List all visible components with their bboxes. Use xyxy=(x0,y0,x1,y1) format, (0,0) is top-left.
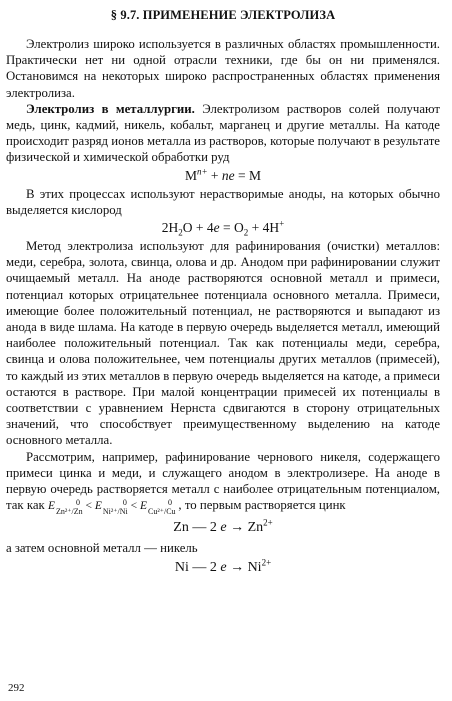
metallurgy-lead: Электролиз в металлургии. xyxy=(26,101,195,116)
f2-part: 2H xyxy=(161,220,179,236)
potential-symbol: E xyxy=(94,500,102,513)
pot-couple: Ni²⁺/Ni xyxy=(102,506,128,516)
f2-part: = O xyxy=(219,220,244,236)
potential-symbol: E xyxy=(140,500,148,513)
formula-metal-reduction xyxy=(6,167,440,185)
pot-couple: Cu²⁺/Cu xyxy=(148,506,176,516)
paragraph-nickel-next: а затем основной металл — никель xyxy=(6,540,198,555)
f2-part: O + 4 xyxy=(182,220,214,236)
f1-electrons: ne xyxy=(221,167,235,183)
page-number: 292 xyxy=(8,682,25,694)
f2-sub: 2 xyxy=(178,227,183,238)
pot-zero: 0 xyxy=(76,497,80,507)
f4-part: Ni — 2 xyxy=(174,559,221,575)
metallurgy-text: Электролизом растворов солей получают медь, цинк, кадмий, никель, кобальт, марганец и другие металлы. На катоде происходит разряд ионов металла из растворов, которые получают в результате физической и химической обработки руд xyxy=(6,101,440,165)
f3-part: → Zn xyxy=(226,519,264,535)
paragraph-nickel xyxy=(6,449,440,516)
pot-zero: 0 xyxy=(168,497,173,507)
f2-part: + 4H xyxy=(248,220,280,236)
potential-series xyxy=(47,497,178,516)
potential-zn xyxy=(56,498,83,516)
f3-electron: e xyxy=(220,519,227,535)
potential-ni xyxy=(103,498,128,516)
pot-couple: Zn²⁺/Zn xyxy=(56,506,83,516)
less-than: < xyxy=(127,500,140,513)
f2-sub: 2 xyxy=(243,227,249,238)
paragraph-anodes: В этих процессах используют нерастворимые аноды, на которых обычно выделяется кислород xyxy=(6,186,440,217)
f4-electron: e xyxy=(220,559,227,575)
f4-part: → Ni xyxy=(226,559,262,575)
paragraph-metallurgy xyxy=(6,101,440,166)
formula-oxygen xyxy=(6,219,440,237)
pot-zero: 0 xyxy=(122,497,127,507)
paragraph-intro: Электролиз широко используется в различных областях промышленности. Практически нет ни одной отрасли техники, где бы он ни применялся. Остановимся на некоторых широко распространенных областях применения электролиза. xyxy=(6,37,440,100)
potential-cu xyxy=(148,498,176,516)
f2-charge: + xyxy=(279,218,285,229)
f1-result: = M xyxy=(234,167,262,183)
less-than: < xyxy=(82,500,95,513)
f2-electron: e xyxy=(213,220,220,236)
f1-charge: n+ xyxy=(196,166,208,177)
f4-charge: 2+ xyxy=(261,557,272,568)
f1-plus: + xyxy=(207,167,222,183)
nickel-tail: , то первым растворяется цинк xyxy=(178,498,346,513)
potential-symbol: E xyxy=(47,500,55,513)
nickel-text: Рассмотрим, например, рафинирование чернового никеля, содержащего примеси цинка и меди, и служащего анодом в электролизере. На аноде в первую очередь растворяется металл с наиболее отрицательным потенциалом, так как xyxy=(6,449,440,513)
f1-metal: M xyxy=(184,167,197,183)
f3-charge: 2+ xyxy=(263,516,273,527)
section-heading: § 9.7. ПРИМЕНЕНИЕ ЭЛЕКТРОЛИЗА xyxy=(110,8,336,22)
formula-zinc xyxy=(6,517,440,539)
formula-nickel xyxy=(6,557,440,579)
paragraph-refining: Метод электролиза используют для рафинирования (очистки) металлов: меди, серебра, золота, свинца, олова и др. Анодом при рафинировании служит очищаемый металл. На аноде растворяются основной металл и примеси, потенциал которых отрицательнее потенциала основного металла. Примеси, имеющие более положительный потенциал, не растворяются и выпадают из анода в виде шлама. На катоде в первую очередь выделяется металл, имеющий наиболее положительный потенциал. Так как потенциалы меди, серебра, свинца и олова положительнее, чем потенциалы других металлов (примесей), то каждый из этих металлов в первую очередь выделяется на катоде, а примеси остаются в растворе. При малой концентрации примесей их потенциалы в соответствии с уравнением Нернста сдвигаются в сторону отрицательных значений, что способствует преимущественному выделению на катоде основного металла. xyxy=(6,239,440,448)
f3-part: Zn — 2 xyxy=(173,519,221,535)
